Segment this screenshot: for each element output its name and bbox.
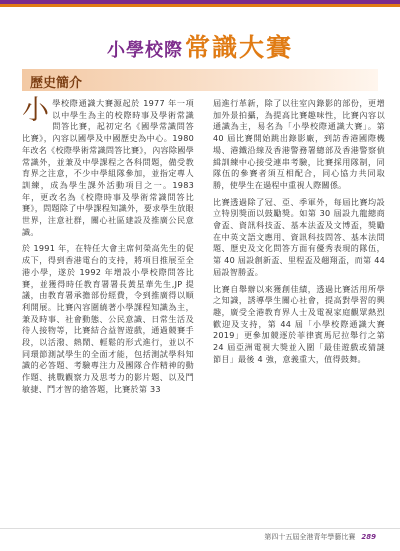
body-paragraph	[22, 95, 194, 238]
header-decoration	[0, 0, 400, 14]
page-title	[0, 28, 400, 64]
drop-cap: 小	[22, 95, 50, 126]
body-paragraph: 比賽透過除了冠、亞、季軍外，每屆比賽均設立特別獎面以鼓勵獎。如第 30 屆設九龍總商會盃、資訊科技盃、基本法盃及文博盃，獎勵在中英文語文應用、資訊科技問答、基本法問題、歷史及文化問答方面有優秀表現的隊伍，第 40 屆設創新盃、里程盃及翹翔盃，而第 44 屆設智勝盃。	[213, 196, 385, 277]
body-paragraph: 於 1991 年，在特任大會主席何榮高先生的促成下，得到香港電台的支持，將項目推展至全港小學，遂於 1992 年增設小學校際問答比賽，並獲得時任教育署署長黃星華先生,JP 提議，由教育署承擔部份經費，令到推廣得以順利開展。比賽內容圍繞著小學課程知識為主，兼及時事、社會動態、公民意識、日常生活及待人接物等，比賽結合益智遊戲，通過競賽手段，以活潑、熱鬧、輕鬆的形式進行，並以不同環節測試學生的全面才能，包括測試學科知識的必答題、考驗專注力及團隊合作精神的動作題、挑戰觀察力及思考力的影片題、以及鬥敏捷、鬥才智的搶答題，比賽於第 33	[22, 243, 194, 394]
body-column-right	[213, 98, 385, 370]
body-paragraph: 比賽自舉辦以來獲創佳績，透過比賽活用所學之知識，誘導學生關心社會，提高對學習的興趣，廣受全港教育界人士及電視家庭觀眾熱烈歡迎及支持，第 44 屆「小學校際通識大賽 2019」更參加競逐於菲律賓馬尼拉舉行之第 24 屆亞洲電視大獎並入圍「最佳遊戲或猜謎節目」最後 4 強，意義重大，值得鼓舞。	[213, 283, 385, 364]
page-title-main: 常識大賽	[184, 33, 293, 62]
footer-divider	[0, 528, 400, 529]
body-column-left	[22, 95, 194, 401]
page-footer	[264, 532, 376, 542]
body-paragraph: 屆進行革新，除了以往室內錄影的部份，更增加外景拍攝，為提高比賽趣味性，比賽內容以通識為主，易名為「小學校際通識大賽」。第 40 屆比賽開始跳出錄影廠，到訪香港國際機場、港鐵沿線及香港警務署總部及香港警察偵緝訓練中心接受連串考驗，比賽採用隊制，同隊伍的參賽者須互相配合，同心協力共同取勝，使學生在過程中重視人際關係。	[213, 98, 385, 190]
page-number: 289	[361, 533, 376, 541]
section-header	[22, 69, 378, 91]
page-title-prefix: 小學校際	[106, 40, 183, 61]
section-title: 歷史簡介	[30, 76, 83, 91]
footer-text: 第四十五屆全港青年學藝比賽	[264, 533, 356, 541]
body-paragraph-text: 學校際通識大賽源起於 1977 年一項以中學生為主的校際時事及學術常識問答比賽，起初定名《國學常識問答比賽》，內容以國學及中國歷史為中心。1980 年改名《校際學術常識問答比賽》，內容除國學常識外，並兼及中學課程之各科問題，備受教育界之注意，不少中學組隊參加，並指定專人訓練，成為學生課外活動項目之一。1983 年，更改名為《校際時事及學術常識問答比賽》，問題除了中學課程知識外，要求學生放眼世界，注意社群，關心社區建設及推廣公民意識。	[22, 98, 194, 237]
